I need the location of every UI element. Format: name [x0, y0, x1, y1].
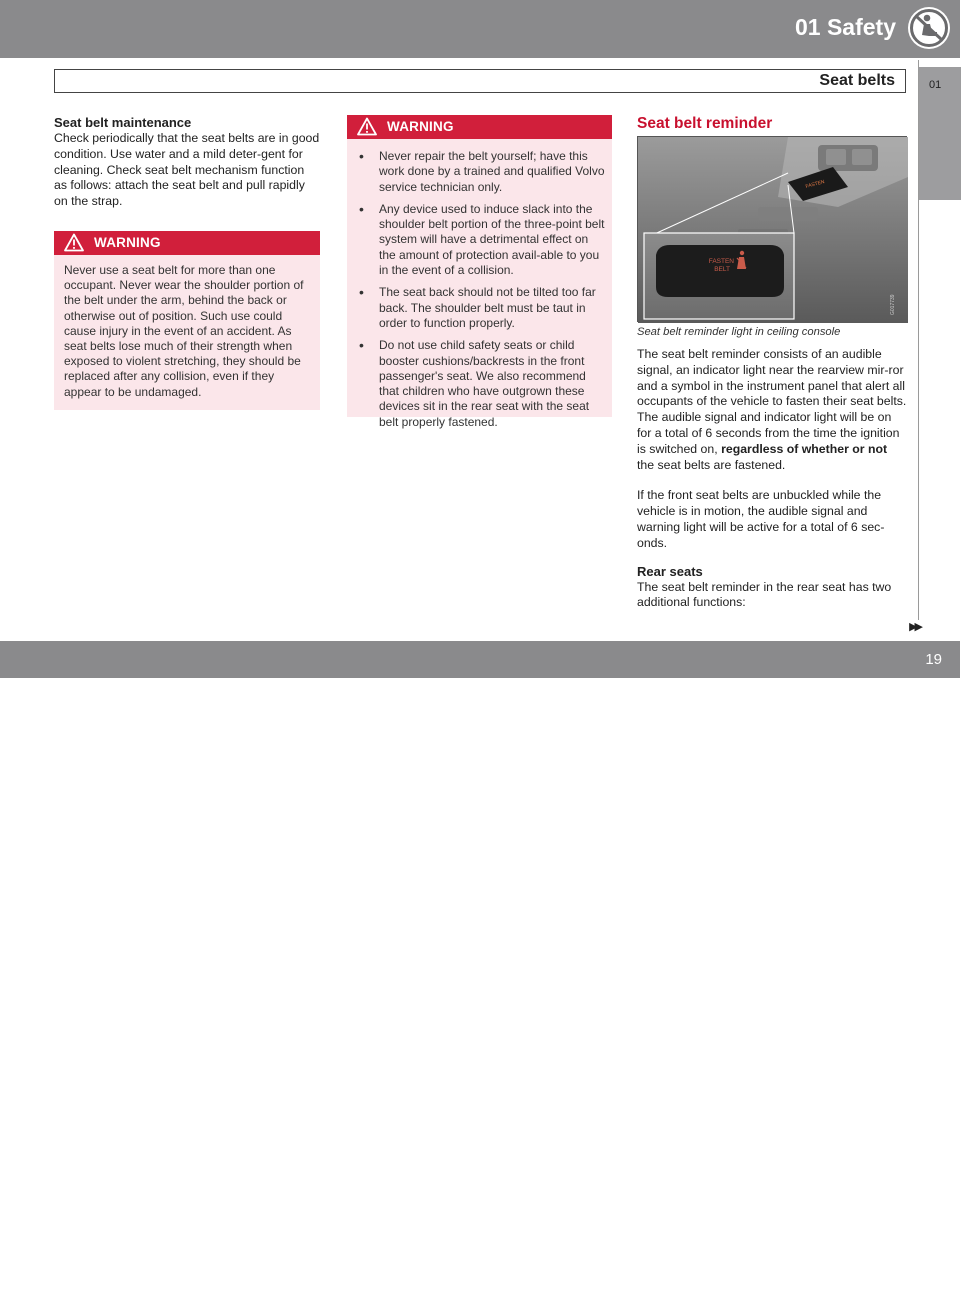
warning-bullet: • Do not use child safety seats or child booster cushions/backrests in the front passenger's seat. We also recommend that children who have outgrown these devices sit in the rear seat with the seat belt properly fastened.: [347, 338, 606, 430]
warning-label: WARNING: [387, 119, 454, 134]
chapter-tab-label: 01: [929, 79, 942, 91]
watermark: carmanualsonline.info: [545, 1284, 790, 1310]
reminder-heading: Seat belt reminder: [637, 115, 773, 132]
chapter-title: 01 Safety: [794, 14, 896, 40]
figure-caption: Seat belt reminder light in ceiling console: [637, 326, 841, 338]
reminder-paragraph-1: [637, 347, 907, 473]
seatbelt-prohibited-icon: [906, 5, 952, 51]
reminder-text-end: the seat belts are fastened.: [637, 457, 786, 472]
warning-label: WARNING: [94, 234, 161, 250]
chapter-side-tab: [918, 60, 960, 620]
rear-seats-heading: Rear seats: [637, 563, 703, 579]
warning-bullet: • Any device used to induce slack into the shoulder belt portion of the three-point belt system will have a detrimental effect on the amount of protection avail-able to you in the event of a collision.: [347, 202, 606, 278]
warning-box-repairs: [347, 115, 612, 429]
reminder-text: The seat belt reminder consists of an audible signal, an indicator light near the rearview mir-ror and a symbol in the instrument panel that alert all occupants of the vehicle to fasten their seat belts. The audible signal and indicator light will be on for a total of 6 seconds from the time the ignition is switched on,: [637, 347, 907, 456]
column-reminder: [637, 115, 907, 611]
warning-text: Never use a seat belt for more than one occupant. Never wear the shoulder portion of the belt under the arm, behind the back or otherwise out of position. Such use could cause injury in the event of an accident. As seat belts lose much of their strength when exposed to violent stretching, they should be replaced after any collision, even if they appear to be undamaged.: [64, 262, 304, 399]
next-page-arrows[interactable]: ▶▶: [909, 621, 920, 633]
chapter-tab-active[interactable]: [919, 67, 961, 200]
page-number: 19: [925, 651, 942, 668]
section-bar: [54, 69, 906, 93]
warning-header: [54, 231, 320, 255]
figure-code: G017739: [890, 294, 896, 315]
warning-header: [347, 115, 612, 139]
warning-box-maintenance: [54, 231, 320, 410]
warning-bullet-list: [347, 139, 612, 447]
section-title: Seat belts: [819, 72, 895, 89]
maintenance-paragraph: Check periodically that the seat belts are in good condition. Use water and a mild deter-gent for cleaning. Check seat belt mechanism function as follows: attach the seat belt and pull rapidly on the strap.: [54, 131, 320, 209]
reminder-emphasis: regardless of whether or not: [721, 441, 888, 456]
indicator-line1: FASTEN: [708, 258, 734, 265]
reminder-paragraph-2: If the front seat belts are unbuckled while the vehicle is in motion, the audible signal and warning light will be active for a total of 6 sec-onds.: [637, 488, 885, 550]
header-band: [0, 0, 960, 58]
rear-seats-paragraph: The seat belt reminder in the rear seat has two additional functions:: [637, 579, 892, 610]
ceiling-console-illustration: [638, 137, 908, 323]
warning-triangle-icon: [357, 117, 377, 136]
indicator-line2: BELT: [714, 266, 730, 273]
column-maintenance: [54, 115, 320, 410]
ceiling-console-photo: [637, 136, 907, 322]
maintenance-heading: Seat belt maintenance: [54, 115, 192, 130]
svg-text:FASTEN: FASTEN: [804, 179, 826, 190]
warning-bullet: • Never repair the belt yourself; have this work done by a trained and qualified Volvo service technician only.: [347, 149, 606, 195]
warning-triangle-icon: [64, 233, 84, 252]
warning-bullet: • The seat back should not be tilted too far back. The shoulder belt must be taut in order to function properly.: [347, 285, 606, 331]
column-warnings: [347, 115, 612, 429]
footer-band: [0, 641, 960, 1310]
